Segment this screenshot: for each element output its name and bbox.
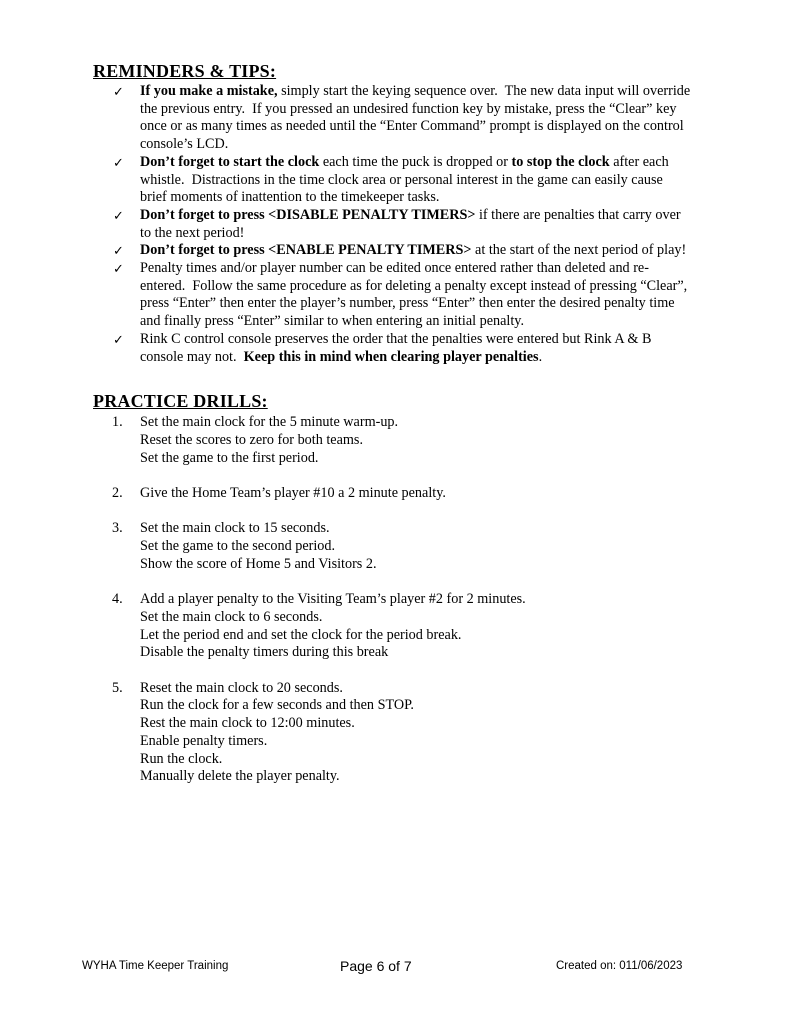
- drill-step-line: Reset the scores to zero for both teams.: [140, 431, 363, 448]
- drill-step-line: Set the game to the first period.: [140, 449, 319, 466]
- checkmark-icon: ✓: [113, 85, 124, 100]
- reminders-heading: REMINDERS & TIPS:: [93, 61, 277, 81]
- drill-step-line: Disable the penalty timers during this break: [140, 644, 389, 661]
- drill-step-line: Show the score of Home 5 and Visitors 2.: [140, 555, 377, 572]
- bullet-item: [93, 331, 691, 366]
- drill-item-number: 1.: [112, 414, 123, 431]
- drill-item-number: 4.: [112, 591, 123, 608]
- drill-step-line: Run the clock for a few seconds and then STOP.: [140, 697, 414, 714]
- drill-item: [93, 485, 691, 503]
- bullet-item: [93, 260, 691, 331]
- drill-item: [93, 520, 691, 573]
- drill-step-line: Run the clock.: [140, 750, 223, 767]
- reminders-list: [93, 83, 694, 366]
- drill-step-line: Set the main clock for the 5 minute warm-up.: [140, 414, 399, 431]
- bullet-text-run: simply start the keying sequence over. The new data input will override the previous entry. If you pressed an undesired function key by mistake, press the “Clear” key once or as many times as needed until the “Enter Command” prompt is displayed on the control console’s LCD.: [140, 83, 694, 153]
- bullet-item: [93, 154, 691, 207]
- drill-step-line: Set the game to the second period.: [140, 538, 336, 555]
- bullet-text: [140, 83, 694, 152]
- drill-item-number: 2.: [112, 485, 123, 502]
- bullet-item: [93, 83, 694, 154]
- drill-item-number: 3.: [112, 520, 123, 537]
- bullet-text: [140, 242, 686, 258]
- drill-step-line: Rest the main clock to 12:00 minutes.: [140, 715, 355, 732]
- drills-heading: PRACTICE DRILLS:: [93, 391, 268, 412]
- bullet-text-bold-run: Don’t forget to press <DISABLE PENALTY TIMERS>: [140, 206, 476, 223]
- bullet-text: [140, 154, 672, 205]
- checkmark-icon: ✓: [113, 332, 124, 348]
- bullet-text-bold-run: to stop the clock: [511, 153, 610, 170]
- drill-item: [93, 591, 691, 662]
- checkmark-icon: ✓: [113, 262, 124, 278]
- bullet-text-run: Penalty times and/or player number can be edited once entered rather than deleted and re-entered. Follow the same procedure as for deleting a penalty except instead of pressing “Clear”, press “Enter” then enter the player’s number, press “Enter” then enter the desired penalty time and finally press “Enter” similar to when entering an initial penalty.: [140, 260, 691, 330]
- drill-step-line: Set the main clock to 6 seconds.: [140, 608, 323, 625]
- drill-step-line: Give the Home Team’s player #10 a 2 minute penalty.: [140, 485, 446, 502]
- checkmark-icon: ✓: [113, 155, 124, 171]
- bullet-text-bold-run: Don’t forget to press <ENABLE PENALTY TIMERS>: [140, 242, 472, 259]
- drill-step-line: Set the main clock to 15 seconds.: [140, 520, 330, 537]
- drills-section: [93, 391, 691, 786]
- bullet-text-run: Rink C control console preserves the order that the penalties were entered but Rink A & B console may not.: [140, 330, 655, 365]
- bullet-text-run: at the start of the next period of play!: [471, 242, 687, 259]
- bullet-text-bold-run: If you make a mistake,: [140, 83, 278, 99]
- bullet-text-run: each time the puck is dropped or: [319, 153, 512, 170]
- checkmark-icon: ✓: [113, 244, 124, 260]
- drill-step-line: Let the period end and set the clock for the period break.: [140, 626, 462, 643]
- bullet-text-run: after each whistle. Distractions in the time clock area or personal interest in the game can easily cause brief moments of inattention to the timekeeper tasks.: [140, 153, 673, 206]
- bullet-text: [140, 260, 691, 329]
- bullet-text-run: if there are penalties that carry over to the next period!: [140, 206, 685, 241]
- drills-list: [93, 414, 691, 786]
- drill-step-line: Reset the main clock to 20 seconds.: [140, 679, 343, 696]
- bullet-item: [93, 207, 691, 242]
- bullet-text-bold-run: Keep this in mind when clearing player penalties: [243, 348, 539, 365]
- bullet-text-run: .: [538, 348, 543, 365]
- bullet-text: [140, 331, 655, 365]
- bullet-item: [93, 242, 691, 260]
- bullet-text-bold-run: Don’t forget to start the clock: [140, 153, 320, 170]
- drill-item: [93, 414, 691, 467]
- checkmark-icon: ✓: [113, 208, 124, 224]
- footer-page-number: Page 6 of 7: [340, 958, 412, 974]
- drill-step-line: Add a player penalty to the Visiting Team’s player #2 for 2 minutes.: [140, 591, 526, 608]
- drill-step-line: Manually delete the player penalty.: [140, 768, 340, 785]
- drill-item-number: 5.: [112, 679, 123, 696]
- page-footer: [0, 956, 791, 986]
- drill-step-line: Enable penalty timers.: [140, 732, 268, 749]
- reminders-section: [93, 61, 694, 366]
- footer-document-title: WYHA Time Keeper Training: [82, 960, 229, 972]
- bullet-text: [140, 207, 684, 241]
- footer-created-date: Created on: 011/06/2023: [556, 960, 683, 972]
- drill-item: [93, 680, 691, 786]
